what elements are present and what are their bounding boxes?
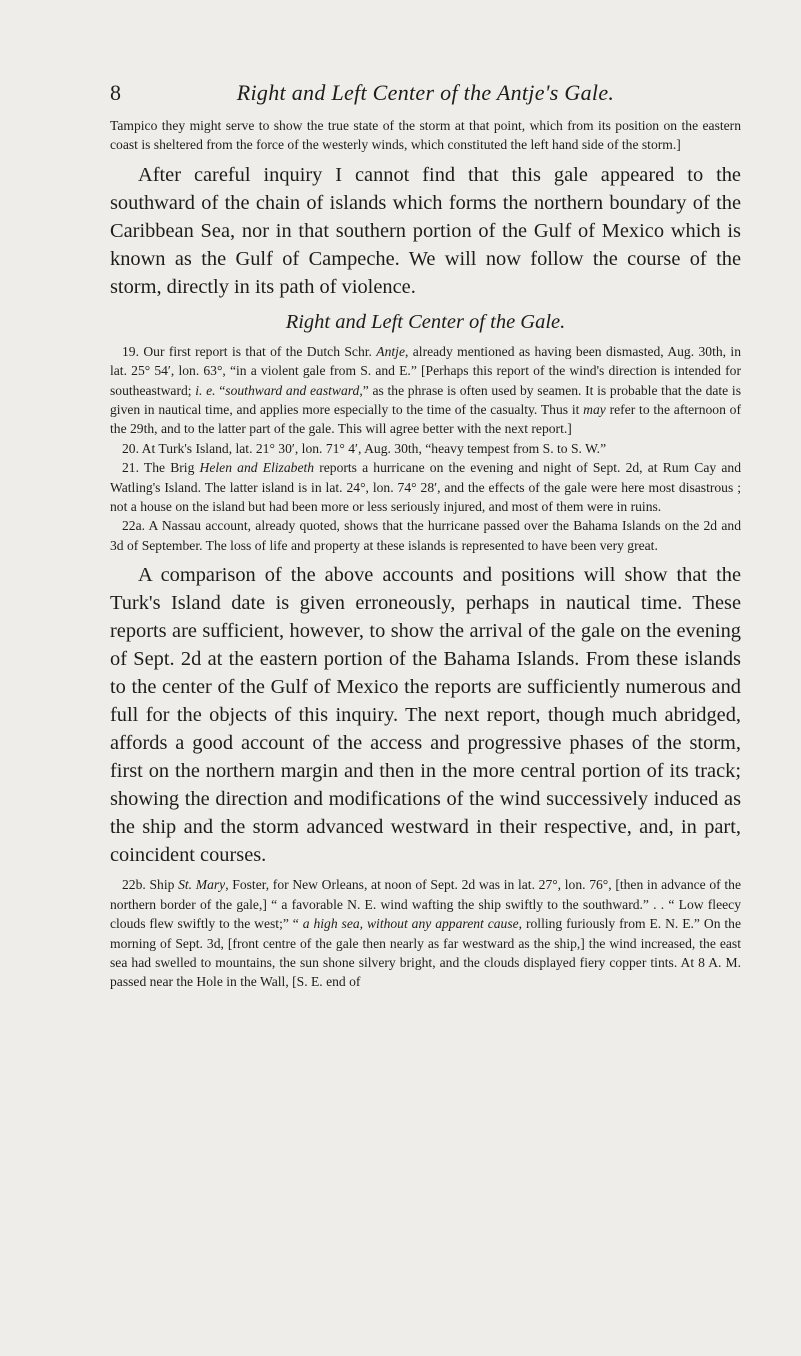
ship-name-helen-elizabeth: Helen and Elizabeth: [199, 460, 315, 476]
word-may: may: [583, 402, 606, 418]
ship-name-st-mary: St. Mary: [178, 877, 226, 893]
report-20: [110, 439, 741, 458]
book-page: [0, 80, 801, 1356]
phrase-high-sea: a high sea, without any apparent cause: [302, 916, 519, 932]
section-heading: Right and Left Center of the Gale.: [285, 310, 566, 333]
report-22a-text: 22a. A Nassau account, already quoted, shows that the hurricane passed over the Bahama Islands on the 2d and 3d of September. The loss of life and property at these islands is represented to have been very great.: [110, 518, 741, 553]
intro-note: Tampico they might serve to show the true state of the storm at that point, which from its position on the eastern coast is sheltered from the force of the westerly winds, which constituted the left hand side of the storm.]: [110, 118, 741, 153]
report-20-text: 20. At Turk's Island, lat. 21° 30′, lon. 71° 4′, Aug. 30th, “heavy tempest from S. to S. W.”: [122, 440, 607, 456]
paragraph-careful-inquiry-text: After careful inquiry I cannot find that this gale appeared to the southward of the chain of islands which forms the northern boundary of the Caribbean Sea, nor in that southern portion of the Gulf of Mexico which is known as the Gulf of Campeche. We will now follow the course of the storm, directly in its path of violence.: [110, 163, 741, 298]
report-22b-text-a: 22b. Ship: [122, 877, 179, 893]
report-19-text-a: 19. Our first report is that of the Dutch Schr.: [122, 343, 377, 359]
report-21-text-b: reports a hurricane on the evening and night of Sept. 2d, at Rum Cay and Watling's Island. The latter island is in lat. 24°, lon. 74° 28′, and the effects of the gale were here most disastrous ; not a house on the island but had been more or less seriously injured, and most of them were in ruins.: [110, 460, 741, 515]
running-title: Right and Left Center of the Antje's Gale.: [236, 80, 615, 105]
report-21-text-a: 21. The Brig: [122, 460, 200, 476]
report-19-text-b: , already mentioned as having been dismasted, Aug. 30th, in lat. 25° 54′, lon. 63°, “in a violent gale from S. and E.” [Perhaps this report of the wind's direction is intended for southeastward;: [110, 343, 741, 398]
report-21: [110, 458, 741, 516]
page-number: 8: [110, 80, 121, 105]
report-22b-text-c: , rolling furiously from E. N. E.” On the morning of Sept. 3d, [front centre of the gale then nearly as far westward as the ship,] the wind increased, the east sea had swelled to mountains, the sun shone silvery bright, and the clouds displayed fiery copper tints. At 8 A. M. passed near the Hole in the Wall, [S. E. end of: [110, 916, 742, 990]
abbrev-ie: i. e.: [195, 382, 216, 398]
phrase-southward-eastward: southward and eastward: [225, 382, 360, 398]
report-22b-text-b: , Foster, for New Orleans, at noon of Sept. 2d was in lat. 27°, lon. 76°, [then in advance of the northern border of the gale,] “ a favorable N. E. wind wafting the ship swiftly to the southward.” . . “ Low fleecy clouds flew swiftly to the west;” “: [110, 877, 741, 932]
report-19-text-e: refer to the afternoon of the 29th, and to the latter part of the gale. This will agree better with the next report.]: [110, 402, 741, 437]
report-19-text-c: “: [215, 382, 226, 398]
paragraph-careful-inquiry: [110, 161, 741, 301]
paragraph-comparison-text: A comparison of the above accounts and positions will show that the Turk's Island date is given erroneously, perhaps in nautical time. These reports are sufficient, however, to show the arrival of the gale on the evening of Sept. 2d at the eastern portion of the Bahama Islands. From these islands to the center of the Gulf of Mexico the reports are sufficiently numerous and full for the objects of this inquiry. The next report, though much abridged, affords a good account of the access and progressive phases of the storm, first on the northern margin and then in the more central portion of its track; showing the direction and modifications of the wind successively induced as the ship and the storm advanced westward in their respective, and, in part, coincident courses.: [110, 564, 741, 867]
report-22b: [110, 875, 741, 991]
report-19-text-d: ,” as the phrase is often used by seamen. It is probable that the date is given in nautical time, and applies more especially to the time of the casualty. Thus it: [110, 382, 741, 418]
paragraph-comparison: [110, 561, 741, 869]
report-19: [110, 342, 741, 439]
ship-name-antje: Antje: [376, 343, 405, 359]
page-header: [110, 80, 741, 116]
report-22a: [110, 516, 741, 555]
